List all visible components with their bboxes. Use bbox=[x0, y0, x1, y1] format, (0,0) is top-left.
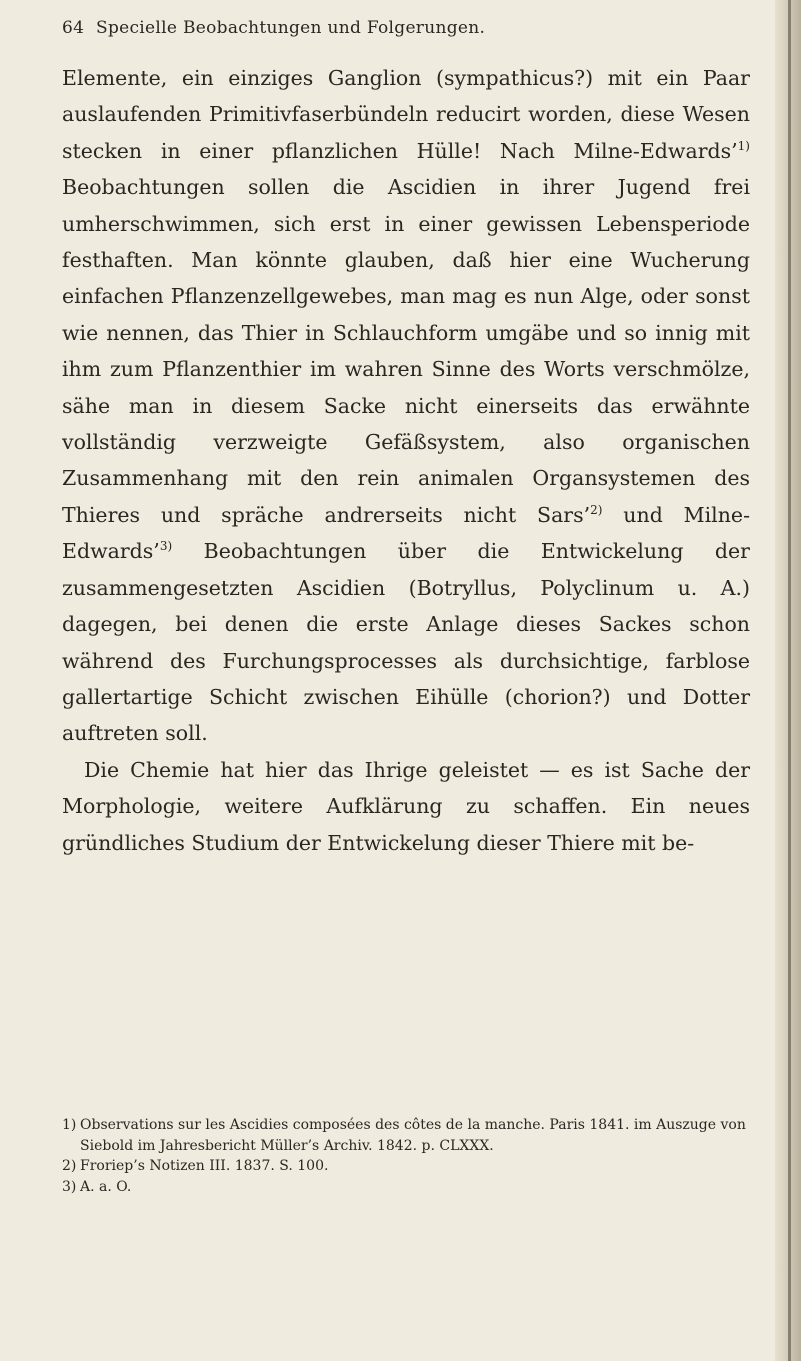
footnote-mark: 3) bbox=[62, 1178, 77, 1195]
footnote-text: A. a. O. bbox=[80, 1178, 132, 1195]
footnote bbox=[62, 1177, 750, 1198]
paragraph bbox=[62, 60, 750, 752]
footnote-mark: 1) bbox=[62, 1117, 77, 1133]
footnotes bbox=[62, 1115, 750, 1197]
paragraph bbox=[62, 752, 750, 861]
page-number: 64 bbox=[62, 18, 85, 38]
text-run: Beobachtungen sollen die Ascidien in ihrer Jugend frei umherschwimmen, sich erst in einer gewissen Lebensperiode festhaften. Man könnte glauben, daß hier eine Wucherung einfachen Pflanzenzellgewebes, man mag es nun Alge, oder sonst wie nennen, das Thier in Schlauchform umgäbe und so innig mit ihm zum Pflanzenthier im wahren Sinne des Worts verschmölze, sähe man in diesem Sacke nicht einerseits das erwähnte vollständig verzweigte Gefäßsystem, also organischen Zusammenhang mit den rein animalen Organsystemen des Thieres und spräche andrerseits nicht Sars’ bbox=[62, 175, 750, 527]
text-run: Die Chemie hat hier das Ihrige geleistet — es ist Sache der Morphologie, weitere Aufklärung zu schaffen. Ein neues gründliches Studium der Entwickelung dieser Thiere mit be- bbox=[62, 757, 750, 855]
footnote bbox=[62, 1156, 750, 1177]
footnote-ref: 2) bbox=[590, 503, 603, 518]
text-run: Elemente, ein einziges Ganglion (sympathicus?) mit ein Paar auslaufenden Primitivfaserbündeln reducirt worden, diese Wesen stecken in einer pflanzlichen Hülle! Nach Milne-Edwards’ bbox=[62, 66, 750, 163]
running-title: Specielle Beobachtungen und Folgerungen. bbox=[96, 18, 486, 38]
footnote-mark: 2) bbox=[62, 1158, 77, 1174]
footnote-ref: 1) bbox=[737, 138, 750, 153]
text-run: und Milne-Edwards’ bbox=[62, 502, 750, 564]
footnote-ref: 3) bbox=[159, 539, 173, 554]
text-run: Beobachtungen über die Entwickelung der zusammengesetzten Ascidien (Botryllus, Polyclinum u. A.) dagegen, bei denen die erste Anlage dieses Sackes schon während des Furchungsprocesses als durchsichtige, farblose gallertartige Schicht zwischen Eihülle (chorion?) und Dotter auftreten soll. bbox=[62, 539, 750, 746]
binding-shadow bbox=[788, 0, 791, 1361]
footnote bbox=[62, 1115, 750, 1156]
footnote-text: Observations sur les Ascidies composées des côtes de la manche. Paris 1841. im Auszuge von Siebold im Jahresbericht Müller’s Archiv. 1842. p. CLXXX. bbox=[80, 1117, 746, 1154]
body-text bbox=[62, 60, 750, 861]
footnote-text: Froriep’s Notizen III. 1837. S. 100. bbox=[80, 1158, 329, 1174]
